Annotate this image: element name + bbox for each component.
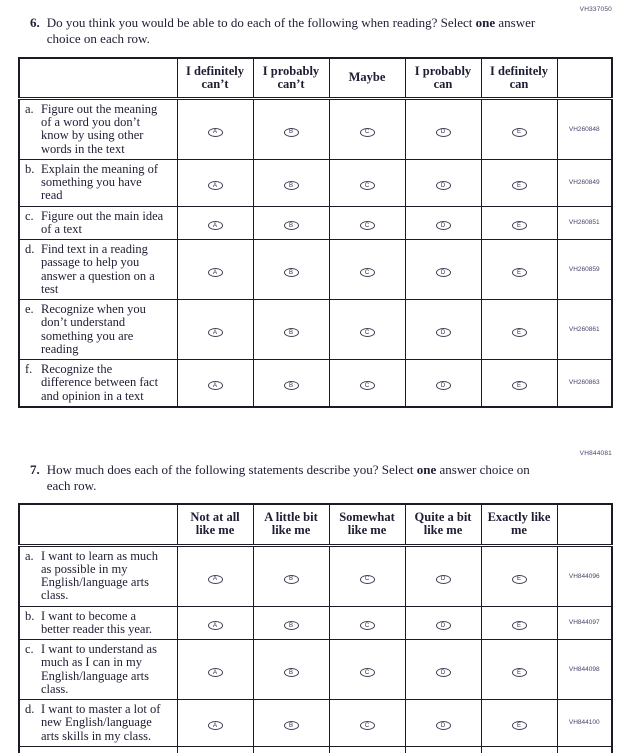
answer-bubble-e[interactable]: E [512,268,527,277]
answer-bubble-b[interactable]: B [284,721,299,730]
answer-bubble-a[interactable]: A [208,128,223,137]
row-code: VH260863 [557,360,612,407]
answer-bubble-a[interactable]: A [208,621,223,630]
row-code: VH844096 [557,545,612,606]
row-text: Find text in a reading passage to help you answer a question on a test [41,242,155,296]
table-row [19,98,612,159]
answer-bubble-a[interactable]: A [208,721,223,730]
answer-bubble-c[interactable]: C [360,221,375,230]
table-row [19,206,612,240]
answer-bubble-d[interactable]: D [436,381,451,390]
table-row [19,300,612,360]
answer-bubble-c[interactable]: C [360,328,375,337]
table-row [19,240,612,300]
clipped-row [19,746,612,753]
column-header: Quite a bit like me [405,504,481,545]
row-letter: e. [25,302,34,316]
answer-bubble-a[interactable]: A [208,328,223,337]
row-code: VH844098 [557,640,612,700]
answer-bubble-d[interactable]: D [436,128,451,137]
answer-bubble-c[interactable]: C [360,721,375,730]
empty-header-cell [19,504,177,545]
answer-bubble-a[interactable]: A [208,575,223,584]
table-row [19,640,612,700]
answer-bubble-d[interactable]: D [436,221,451,230]
column-header: Somewhat like me [329,504,405,545]
column-header: I probably can [405,58,481,99]
column-header: I definitely can’t [177,58,253,99]
column-header: I probably can’t [253,58,329,99]
row-letter: c. [25,642,34,656]
answer-bubble-b[interactable]: B [284,381,299,390]
row-code: VH844100 [557,700,612,747]
row-code: VH260849 [557,159,612,206]
row-letter: f. [25,362,33,376]
row-code: VH260859 [557,240,612,300]
row-text: Figure out the meaning of a word you don’t know by using other words in the text [41,101,158,156]
empty-header-cell [557,58,612,99]
row-text: I want to master a lot of new English/language arts skills in my class. [41,702,161,743]
answer-bubble-c[interactable]: C [360,268,375,277]
question6-number: 6. [30,15,40,30]
question7-text-start: How much does each of the following statements describe you? Select [46,461,417,477]
answer-bubble-c[interactable]: C [360,181,375,190]
question7-text-bold: one [416,461,437,477]
empty-header-cell [557,504,612,545]
answer-bubble-e[interactable]: E [512,328,527,337]
table-row [19,545,612,606]
question6-text-bold: one [475,15,496,30]
answer-bubble-d[interactable]: D [436,721,451,730]
answer-bubble-b[interactable]: B [284,128,299,137]
row-text: Figure out the main idea of a text [41,208,164,236]
column-header: Exactly like me [481,504,557,545]
answer-bubble-b[interactable]: B [284,621,299,630]
table-row [19,606,612,640]
question7-prompt [30,454,570,495]
answer-bubble-c[interactable]: C [360,668,375,677]
empty-header-cell [19,58,177,99]
answer-bubble-a[interactable]: A [208,221,223,230]
header-row [19,58,612,99]
row-code: VH260851 [557,206,612,240]
row-letter: a. [25,548,34,563]
question7-number: 7. [30,461,40,477]
column-header: A little bit like me [253,504,329,545]
answer-bubble-e[interactable]: E [512,668,527,677]
question7-item-code: VH844081 [579,449,612,457]
answer-bubble-a[interactable]: A [208,181,223,190]
answer-bubble-b[interactable]: B [284,328,299,337]
table-row [19,360,612,407]
answer-bubble-d[interactable]: D [436,621,451,630]
question6-table [18,57,613,408]
question6-text-start: Do you think you would be able to do each of the following when reading? Select [46,15,476,30]
row-text: I want to learn as much as possible in my English/language arts class. [41,548,158,603]
answer-bubble-c[interactable]: C [360,621,375,630]
row-letter: d. [25,242,35,256]
answer-bubble-e[interactable]: E [512,128,527,137]
answer-bubble-e[interactable]: E [512,575,527,584]
question6-text-end: answer choice on each row. [46,15,536,47]
answer-bubble-b[interactable]: B [284,575,299,584]
answer-bubble-a[interactable]: A [208,268,223,277]
row-code: VH260861 [557,300,612,360]
question7-table [18,503,613,753]
answer-bubble-a[interactable]: A [208,668,223,677]
answer-bubble-a[interactable]: A [208,381,223,390]
row-letter: a. [25,101,34,116]
answer-bubble-e[interactable]: E [512,621,527,630]
answer-bubble-b[interactable]: B [284,181,299,190]
row-letter: d. [25,702,35,716]
answer-bubble-c[interactable]: C [360,381,375,390]
row-code: VH844097 [557,606,612,640]
row-text: Recognize the difference between fact and opinion in a text [41,362,159,403]
table-row [19,159,612,206]
answer-bubble-e[interactable]: E [512,221,527,230]
row-letter: c. [25,208,34,223]
answer-bubble-e[interactable]: E [512,181,527,190]
answer-bubble-b[interactable]: B [284,221,299,230]
answer-bubble-d[interactable]: D [436,328,451,337]
answer-bubble-c[interactable]: C [360,575,375,584]
answer-bubble-e[interactable]: E [512,721,527,730]
header-row [19,504,612,545]
question7-text [47,462,552,495]
column-header: Maybe [329,58,405,99]
question7-section [0,449,623,753]
row-text: I want to become a better reader this year. [41,608,153,636]
answer-bubble-d[interactable]: D [436,268,451,277]
question6-text [47,15,552,48]
row-text: I want to understand as much as I can in my English/language arts class. [41,642,157,696]
answer-bubble-d[interactable]: D [436,668,451,677]
question7-text-end: answer choice on each row. [46,461,530,493]
row-text: Recognize when you don’t understand something you are reading [41,302,146,356]
table-row [19,700,612,747]
column-header: Not at all like me [177,504,253,545]
answer-bubble-b[interactable]: B [284,268,299,277]
answer-bubble-d[interactable]: D [436,181,451,190]
answer-bubble-c[interactable]: C [360,128,375,137]
question6-prompt [30,0,570,48]
column-header: I definitely can [481,58,557,99]
row-letter: b. [25,161,35,176]
answer-bubble-d[interactable]: D [436,575,451,584]
row-code: VH260848 [557,98,612,159]
row-text: Explain the meaning of something you have read [41,161,158,203]
answer-bubble-e[interactable]: E [512,381,527,390]
question6-item-code: VH337050 [579,6,612,13]
answer-bubble-b[interactable]: B [284,668,299,677]
row-letter: b. [25,608,35,623]
